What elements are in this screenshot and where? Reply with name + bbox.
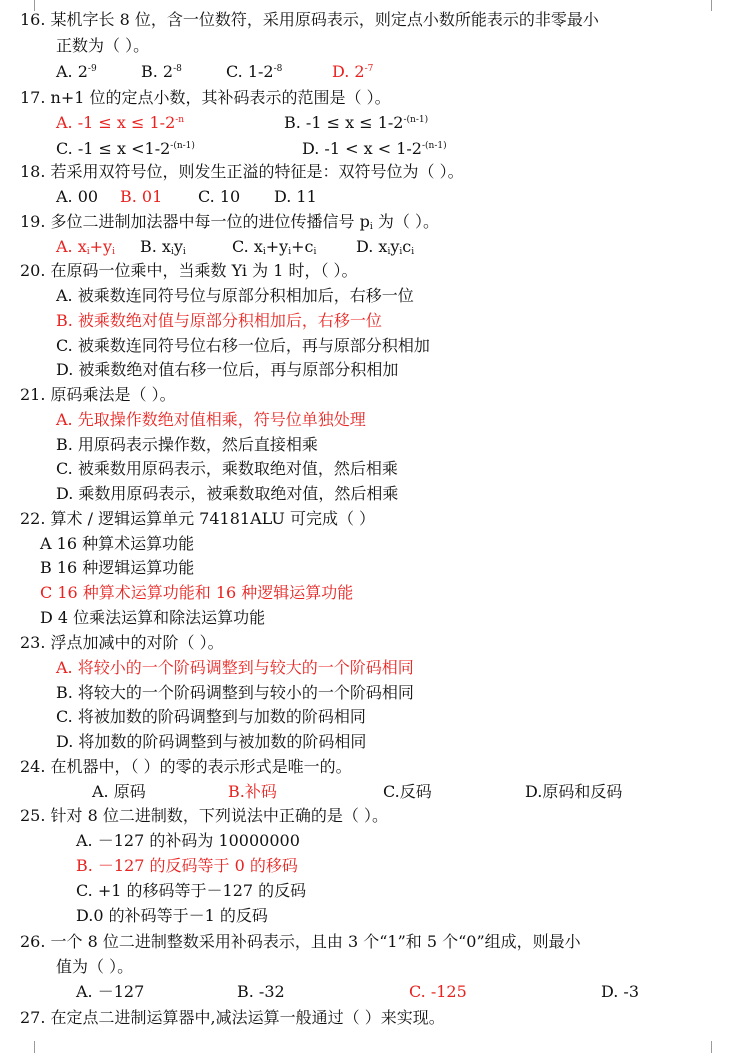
question-20-stem: 20. 在原码一位乘中，当乘数 Yi 为 1 时，（ ）。 (20, 261, 358, 280)
question-18-stem: 18. 若采用双符号位，则发生正溢的特征是：双符号位为（ ）。 (20, 162, 464, 181)
option-a: A. 原码 (92, 782, 146, 801)
option-b: B. $x_iy_i$ (140, 237, 186, 257)
question-21-option-c: C. 被乘数用原码表示，乘数取绝对值，然后相乘 (56, 459, 398, 478)
question-19-stem: 19. 多位二进制加法器中每一位的进位传播信号 $p_i$ 为（ ）。 (20, 212, 439, 232)
option-d: D.原码和反码 (525, 782, 623, 801)
option-d: D. 11 (274, 187, 317, 206)
option-c: C. 10 (198, 187, 241, 206)
question-27-stem: 27. 在定点二进制运算器中,减法运算一般通过（ ）来实现。 (20, 1008, 445, 1027)
option-b: B. $2^{-8}$ (141, 62, 182, 81)
question-23-option-d: D. 将加数的阶码调整到与被加数的阶码相同 (56, 732, 367, 751)
question-17-stem: 17. n+1 位的定点小数，其补码表示的范围是（ ）。 (20, 88, 391, 107)
question-25-option-c: C. +1 的移码等于－127 的反码 (76, 881, 307, 900)
option-a: A. 00 (56, 187, 99, 206)
question-25-option-a: A. －127 的补码为 10000000 (76, 831, 300, 850)
option-c: C. $-1 \le x <1-2^{-(n-1)}$ (56, 139, 195, 158)
question-21-stem: 21. 原码乘法是（ ）。 (20, 385, 176, 404)
question-22-option-d: D 4 位乘法运算和除法运算功能 (40, 608, 266, 627)
option-c: C. $1-2^{-8}$ (226, 62, 283, 81)
question-23-option-c: C. 将被加数的阶码调整到与加数的阶码相同 (56, 707, 366, 726)
question-20-option-a: A. 被乘数连同符号位与原部分积相加后，右移一位 (56, 286, 414, 305)
option-b: B. -32 (237, 982, 285, 1001)
option-a-answer: A. $x_i+y_i$ (56, 237, 115, 257)
option-c-answer: C. -125 (409, 982, 467, 1001)
question-24-stem: 24. 在机器中，（ ）的零的表示形式是唯一的。 (20, 757, 352, 776)
question-22-option-b: B 16 种逻辑运算功能 (40, 558, 195, 577)
question-21-option-b: B. 用原码表示操作数，然后直接相乘 (56, 435, 318, 454)
question-16-stem: 16. 某机字长 8 位，含一位数符，采用原码表示，则定点小数所能表示的非零最小 (20, 10, 599, 29)
corner-mark-bottom-left (22, 1041, 35, 1053)
option-d: D. $-1 < x < 1-2^{-(n-1)}$ (302, 139, 447, 158)
question-21-option-a-answer: A. 先取操作数绝对值相乘，符号位单独处理 (56, 410, 366, 429)
option-d-answer: D. $2^{-7}$ (332, 62, 374, 81)
corner-mark-bottom-right (711, 1041, 724, 1053)
question-26-stem: 26. 一个 8 位二进制整数采用补码表示，且由 3 个“1”和 5 个“0”组成，则最小 (20, 932, 581, 951)
option-b-answer: B.补码 (228, 782, 277, 801)
question-23-option-b: B. 将较大的一个阶码调整到与较小的一个阶码相同 (56, 683, 414, 702)
corner-mark-top-right (711, 0, 724, 11)
option-b: B. $-1 \le x \le 1-2^{-(n-1)}$ (284, 113, 429, 132)
question-23-stem: 23. 浮点加减中的对阶（ ）。 (20, 633, 224, 652)
question-25-option-b-answer: B. －127 的反码等于 0 的移码 (76, 856, 298, 875)
question-22-option-a: A 16 种算术运算功能 (40, 534, 195, 553)
question-21-option-d: D. 乘数用原码表示，被乘数取绝对值，然后相乘 (56, 484, 399, 503)
question-20-option-c: C. 被乘数连同符号位右移一位后，再与原部分积相加 (56, 336, 430, 355)
question-22-option-c-answer: C 16 种算术运算功能和 16 种逻辑运算功能 (40, 583, 354, 602)
question-22-stem: 22. 算术 / 逻辑运算单元 74181ALU 可完成（ ） (20, 509, 376, 528)
option-b-answer: B. 01 (120, 187, 163, 206)
question-25-option-d: D.0 的补码等于－1 的反码 (76, 906, 268, 925)
question-20-option-b-answer: B. 被乘数绝对值与原部分积相加后，右移一位 (56, 311, 382, 330)
option-a-answer: A. $-1 \le x \le 1-2^{-n}$ (56, 113, 185, 132)
option-d: D. $x_iy_ic_i$ (356, 237, 415, 257)
option-c: C.反码 (383, 782, 432, 801)
question-26-stem-cont: 值为（ ）。 (56, 957, 134, 976)
option-c: C. $x_i+y_i+c_i$ (232, 237, 317, 257)
question-23-option-a-answer: A. 将较小的一个阶码调整到与较大的一个阶码相同 (56, 658, 414, 677)
option-d: D. -3 (601, 982, 640, 1001)
option-a: A. －127 (76, 982, 145, 1001)
question-25-stem: 25. 针对 8 位二进制数，下列说法中正确的是（ ）。 (20, 806, 388, 825)
option-a: A. $2^{-9}$ (56, 62, 97, 81)
question-20-option-d: D. 被乘数绝对值右移一位后，再与原部分积相加 (56, 360, 399, 379)
question-16-stem-cont: 正数为（ ）。 (56, 36, 150, 55)
